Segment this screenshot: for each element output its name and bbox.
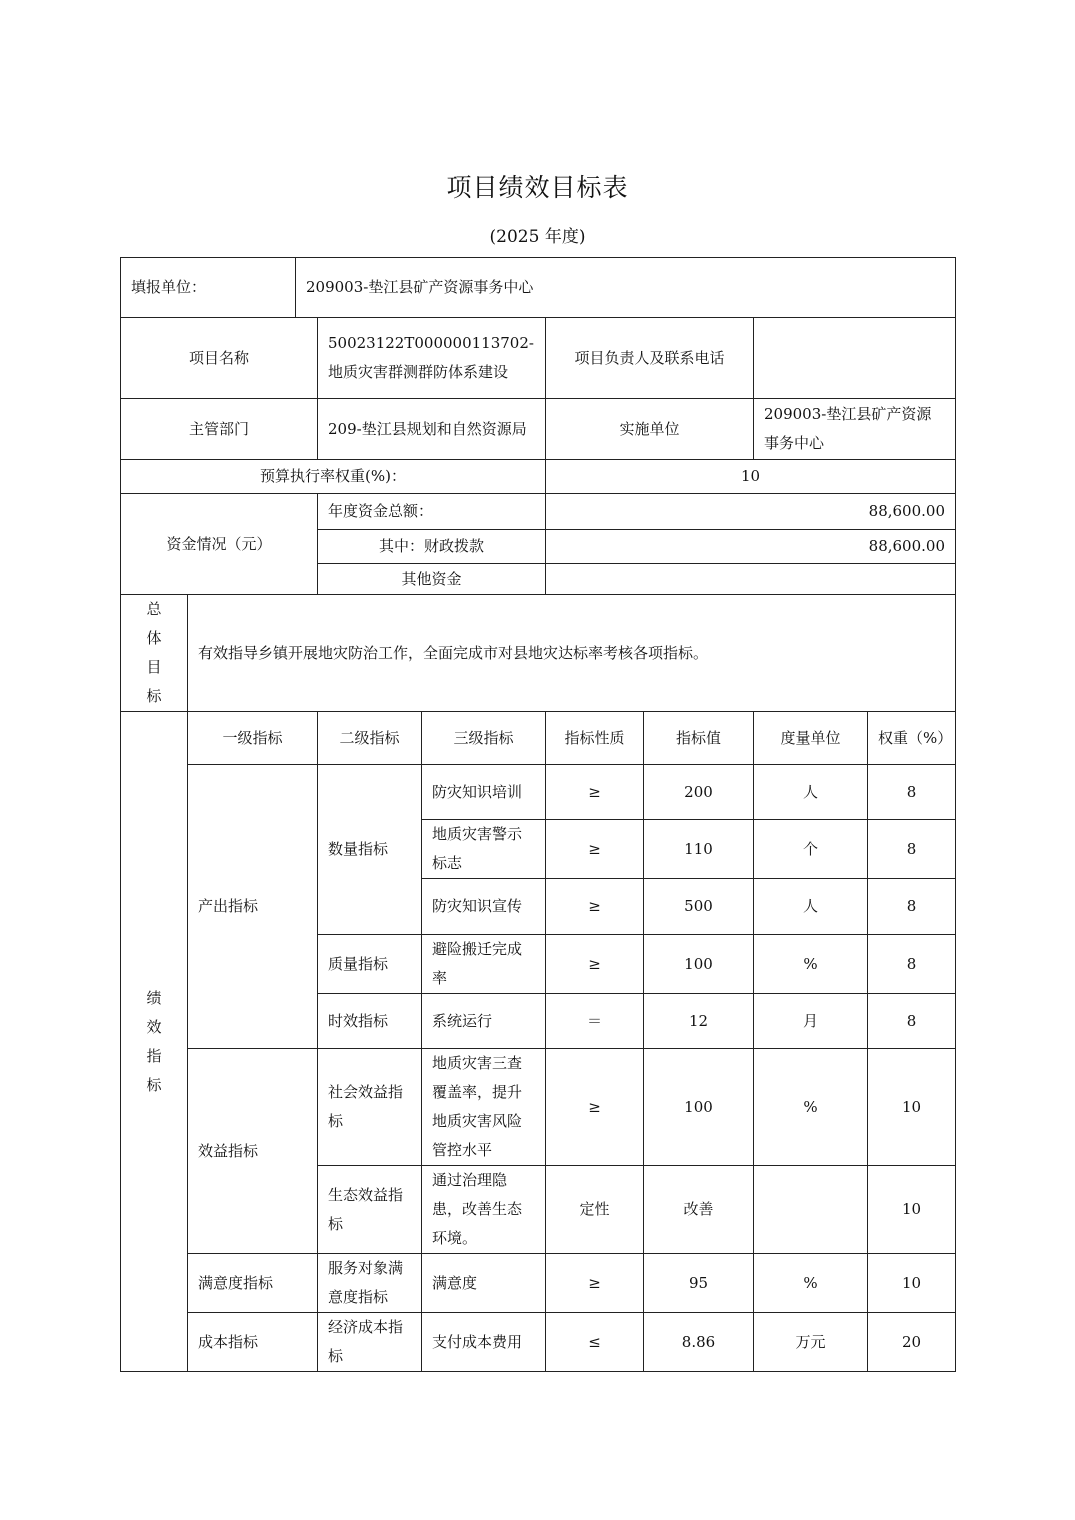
indicator-unit: 月 (754, 994, 868, 1049)
impl-unit-value: 209003-垫江县矿产资源事务中心 (754, 399, 956, 460)
indicator-nature: ≥ (546, 1049, 644, 1166)
indicator-weight: 8 (868, 935, 956, 994)
indicator-nature: ≥ (546, 765, 644, 820)
indicator-value: 12 (644, 994, 754, 1049)
indicator-unit: % (754, 1254, 868, 1313)
header-level3: 三级指标 (422, 712, 546, 765)
table-row (121, 1313, 956, 1372)
indicator-value: 100 (644, 935, 754, 994)
department-label: 主管部门 (121, 399, 318, 460)
indicator-value: 500 (644, 879, 754, 935)
header-level1: 一级指标 (188, 712, 318, 765)
indicator-weight: 8 (868, 994, 956, 1049)
budget-weight-value: 10 (546, 460, 956, 494)
indicator-nature: 定性 (546, 1166, 644, 1254)
funds-other-value (546, 564, 956, 595)
budget-weight-label: 预算执行率权重(%)： (121, 460, 546, 494)
table-row (121, 765, 956, 820)
indicator-weight: 10 (868, 1166, 956, 1254)
performance-label: 绩 效 指 标 (121, 712, 188, 1372)
header-unit: 度量单位 (754, 712, 868, 765)
indicator-weight: 10 (868, 1049, 956, 1166)
indicator-nature: ≥ (546, 820, 644, 879)
overall-goal-label: 总 体 目 标 (121, 595, 188, 712)
indicator-nature: ≤ (546, 1313, 644, 1372)
fill-unit-label: 填报单位： (121, 258, 296, 318)
project-name-label: 项目名称 (121, 318, 318, 399)
project-name-value: 50023122T000000113702-地质灾害群测群防体系建设 (318, 318, 546, 399)
level1-cost: 成本指标 (188, 1313, 318, 1372)
indicator-value: 95 (644, 1254, 754, 1313)
impl-unit-label: 实施单位 (546, 399, 754, 460)
indicator-unit: % (754, 935, 868, 994)
indicator-unit (754, 1166, 868, 1254)
level1-output: 产出指标 (188, 765, 318, 1049)
header-nature: 指标性质 (546, 712, 644, 765)
level2-econ-cost: 经济成本指标 (318, 1313, 422, 1372)
table-row (121, 1254, 956, 1313)
level2-timeliness: 时效指标 (318, 994, 422, 1049)
indicator-name: 地质灾害三查覆盖率，提升地质灾害风险管控水平 (422, 1049, 546, 1166)
indicator-name: 地质灾害警示标志 (422, 820, 546, 879)
page-year: (2025 年度) (489, 227, 586, 247)
header-weight: 权重（%） (868, 712, 956, 765)
indicator-value: 200 (644, 765, 754, 820)
indicator-value: 改善 (644, 1166, 754, 1254)
level1-satisfaction: 满意度指标 (188, 1254, 318, 1313)
header-value: 指标值 (644, 712, 754, 765)
indicator-name: 支付成本费用 (422, 1313, 546, 1372)
indicator-weight: 8 (868, 879, 956, 935)
level2-service: 服务对象满意度指标 (318, 1254, 422, 1313)
fill-unit-value: 209003-垫江县矿产资源事务中心 (296, 258, 956, 318)
indicator-value: 110 (644, 820, 754, 879)
indicator-name: 通过治理隐患，改善生态环境。 (422, 1166, 546, 1254)
indicator-unit: 人 (754, 879, 868, 935)
overall-goal-text: 有效指导乡镇开展地灾防治工作，全面完成市对县地灾达标率考核各项指标。 (188, 595, 956, 712)
indicator-unit: 万元 (754, 1313, 868, 1372)
indicator-unit: 个 (754, 820, 868, 879)
project-manager-value (754, 318, 956, 399)
indicator-weight: 10 (868, 1254, 956, 1313)
indicator-value: 8.86 (644, 1313, 754, 1372)
level2-social: 社会效益指标 (318, 1049, 422, 1166)
header-level2: 二级指标 (318, 712, 422, 765)
indicator-weight: 8 (868, 765, 956, 820)
indicator-unit: 人 (754, 765, 868, 820)
indicator-nature: ≥ (546, 1254, 644, 1313)
indicator-unit: % (754, 1049, 868, 1166)
page-title: 项目绩效目标表 (446, 173, 629, 202)
funds-fiscal-label: 其中：财政拨款 (318, 530, 546, 564)
indicator-value: 100 (644, 1049, 754, 1166)
funds-fiscal-value: 88,600.00 (546, 530, 956, 564)
indicator-nature: ≥ (546, 935, 644, 994)
indicator-name: 满意度 (422, 1254, 546, 1313)
indicator-name: 避险搬迁完成率 (422, 935, 546, 994)
indicator-name: 系统运行 (422, 994, 546, 1049)
performance-goal-table (120, 257, 956, 1372)
project-manager-label: 项目负责人及联系电话 (546, 318, 754, 399)
funds-label: 资金情况（元） (121, 494, 318, 595)
table-row (121, 1049, 956, 1166)
funds-total-label: 年度资金总额： (318, 494, 546, 530)
indicator-name: 防灾知识宣传 (422, 879, 546, 935)
level2-quantity: 数量指标 (318, 765, 422, 935)
indicator-name: 防灾知识培训 (422, 765, 546, 820)
funds-other-label: 其他资金 (318, 564, 546, 595)
funds-total-value: 88,600.00 (546, 494, 956, 530)
level2-quality: 质量指标 (318, 935, 422, 994)
indicator-weight: 20 (868, 1313, 956, 1372)
indicator-weight: 8 (868, 820, 956, 879)
indicator-nature: ＝ (546, 994, 644, 1049)
level1-benefit: 效益指标 (188, 1049, 318, 1254)
indicator-nature: ≥ (546, 879, 644, 935)
level2-eco: 生态效益指标 (318, 1166, 422, 1254)
department-value: 209-垫江县规划和自然资源局 (318, 399, 546, 460)
